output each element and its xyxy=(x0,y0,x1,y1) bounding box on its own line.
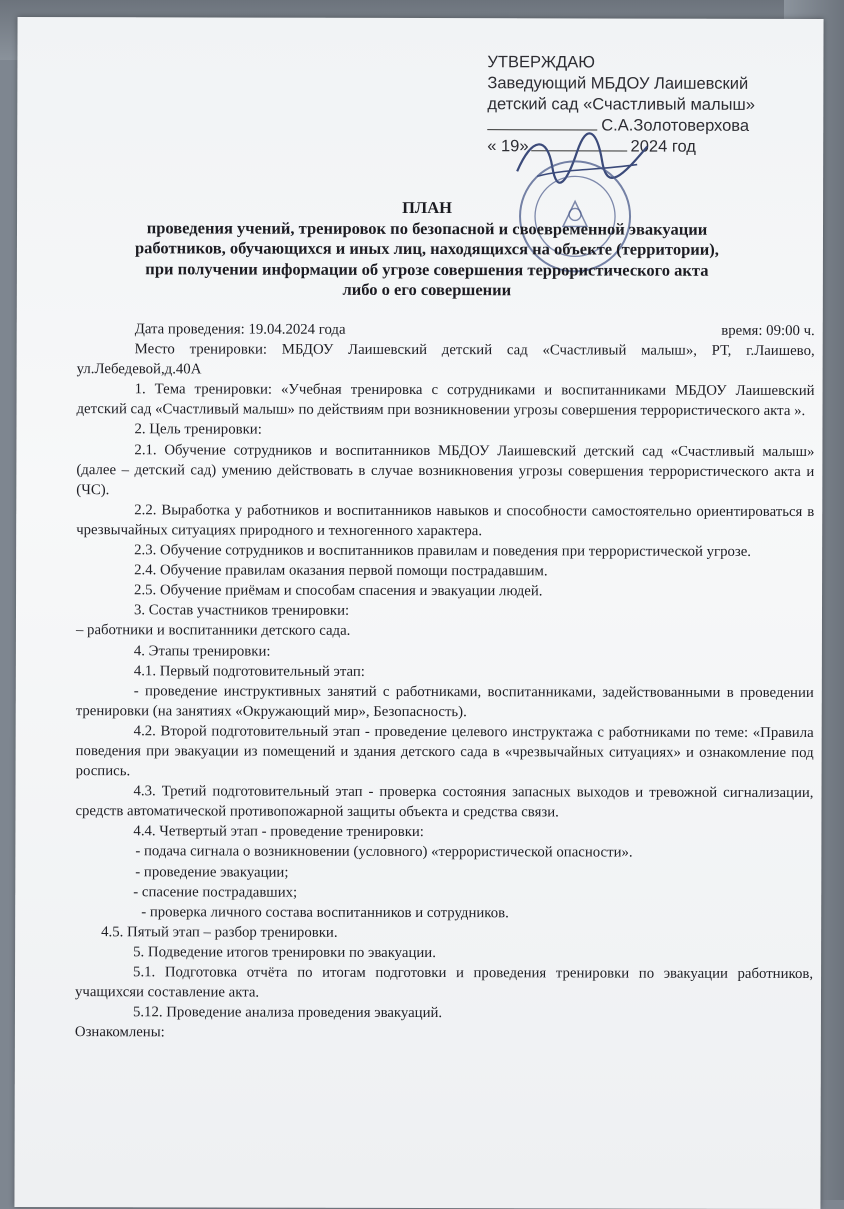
acknowledged-label: Ознакомлены: xyxy=(74,1024,165,1041)
paragraph-5-1: 5.1. Подготовка отчёта по итогам подготовки и проведения тренировки по эвакуации работников, учащихсяи составление акта. xyxy=(74,964,814,1001)
approval-position-1: Заведующий МБДОУ Лаишевский xyxy=(487,74,749,93)
paragraph-2: 2. Цель тренировки: xyxy=(134,421,262,439)
paragraph-2-3: 2.3. Обучение сотрудников и воспитанников правилам и поведения при террористической угрозе. xyxy=(134,542,752,560)
paragraph-1: 1. Тема тренировки: «Учебная тренировка с сотрудниками и воспитанниками МБДОУ Лаишевский детский сад «Счастливый малыш» по действиям при возникновении угрозы совершения террористического акта ». xyxy=(76,381,815,420)
paragraph-2-2: 2.2. Выработка у работников и воспитанников навыков и способности самостоятельно ориентироваться в чрезвычайных ситуациях природного и техногенного характера. xyxy=(76,502,815,540)
approval-year: 2024 год xyxy=(630,137,696,156)
paragraph-4-4d: - проверка личного состава воспитанников и сотрудников. xyxy=(141,903,509,921)
paragraph-5: 5. Подведение итогов тренировки по эвакуации. xyxy=(133,944,436,961)
paragraph-2-4: 2.4. Обучение правилам оказания первой помощи пострадавшим. xyxy=(134,562,548,580)
paragraph-4-4: 4.4. Четвертый этап - проведение тренировки: xyxy=(133,823,424,841)
paragraph-4: 4. Этапы тренировки: xyxy=(133,642,271,660)
approval-day: 19 xyxy=(500,137,520,156)
date-time-row xyxy=(77,319,815,341)
paragraph-4-4b: - проведение эвакуации; xyxy=(135,863,289,881)
approval-block: УТВЕРЖДАЮ Заведующий МБДОУ Лаишевский детский сад «Счастливый малыш» С.А.Золотоверхова « 19» 2024 год xyxy=(487,52,817,158)
paragraph-4-4a: - подача сигнала о возникновении (условного) «террористической опасности». xyxy=(135,843,633,861)
title-plan: ПЛАН xyxy=(402,197,453,218)
paragraph-3-1: – работники и воспитанники детского сада. xyxy=(75,622,351,640)
paragraph-2-1: 2.1. Обучение сотрудников и воспитанников МБДОУ Лаишевский детский сад «Счастливый малыш» (далее – детский сад) умению действовать в случае возникновения угрозы совершения террористического акта и (ЧС). xyxy=(76,441,815,498)
paragraph-4-5: 4.5. Пятый этап – разбор тренировки. xyxy=(101,923,338,941)
approval-heading: УТВЕРЖДАЮ xyxy=(487,53,595,72)
paragraph-5-12: 5.12. Проведение анализа проведения эвакуаций. xyxy=(132,1004,443,1022)
paragraph-4-1a: - проведение инструктивных занятий с работниками, воспитанниками, задействованными в проведении тренировки (на занятиях «Окружающий мир», Безопасность). xyxy=(75,682,814,720)
time-label: время: 09:00 ч. xyxy=(721,322,815,340)
approval-name: С.А.Золотоверхова xyxy=(601,116,750,135)
paragraph-3: 3. Состав участников тренировки: xyxy=(133,602,350,620)
paragraph-4-4c: - спасение пострадавших; xyxy=(133,883,298,901)
paragraph-4-3: 4.3. Третий подготовительный этап - проверка состояния запасных выходов и тревожной сигнализации, средств автоматической противопожарной защиты объекта и средства связи. xyxy=(75,783,814,821)
document-body xyxy=(75,319,815,1044)
place-paragraph: Место тренировки: МБДОУ Лаишевский детский сад «Счастливый малыш», РТ, г.Лаишево, ул.Лебедевой,д.40А xyxy=(76,341,815,378)
approval-position-2: детский сад «Счастливый малыш» xyxy=(487,95,755,114)
paragraph-2-5: 2.5. Обучение приёмам и способам спасения и эвакуации людей. xyxy=(134,582,543,600)
document-title: ПЛАН проведения учений, тренировок по безопасной и своевременной эвакуации работников, обучающихся и иных лиц, находящихся на объекте (территории), при получении информации об угрозе совершения террористического акта либо о его совершении xyxy=(77,197,777,301)
document-sheet xyxy=(14,17,823,1209)
paragraph-4-2: 4.2. Второй подготовительный этап - проведение целевого инструктажа с работниками по теме: «Правила поведения при эвакуации из помещений и здания детского сада в «чрезвычайных ситуациях» и ознакомление под роспись. xyxy=(75,723,814,780)
paragraph-4-1: 4.1. Первый подготовительный этап: xyxy=(133,662,365,680)
date-label: Дата проведения: 19.04.2024 года xyxy=(134,321,346,338)
